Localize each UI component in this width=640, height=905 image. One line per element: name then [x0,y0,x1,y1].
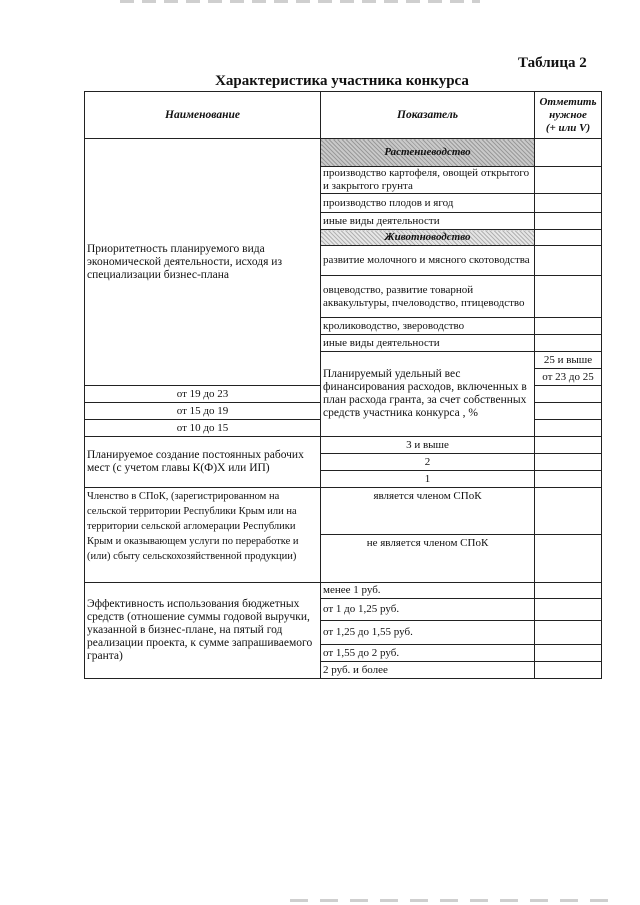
table-header-row [85,92,602,139]
table-row [85,488,602,535]
indicator-cell: является членом СПоК [321,488,535,535]
indicator-cell: развитие молочного и мясного скотоводства [321,246,535,276]
column-header-name: Наименование [85,92,321,139]
mark-cell[interactable] [535,645,602,662]
criterion-membership: Членство в СПоК, (зарегистрированном на сельской территории Республики Крым или на территории сельской агломерации Республики Крым и оказывающем услуги по переработке и (или) сбыту сельскохозяйственной продукции) [85,488,321,583]
mark-cell[interactable] [535,276,602,318]
column-header-indicator: Показатель [321,92,535,139]
indicator-cell: менее 1 руб. [321,583,535,599]
criterion-share: Планируемый удельный вес финансирования расходов, включенных в план расхода гранта, за счет собственных средств участника конкурса , % [321,352,535,437]
mark-cell[interactable] [535,454,602,471]
indicator-cell: не является членом СПоК [321,535,535,583]
mark-cell[interactable] [535,246,602,276]
table-label: Таблица 2 [518,55,587,71]
mark-cell[interactable] [535,230,602,246]
mark-cell[interactable] [535,535,602,583]
mark-cell[interactable] [535,437,602,454]
table-row [85,437,602,454]
indicator-cell: от 23 до 25 [535,369,602,386]
mark-cell[interactable] [535,194,602,213]
indicator-cell: 3 и выше [321,437,535,454]
mark-cell[interactable] [535,420,602,437]
indicator-cell: овцеводство, развитие товарной аквакультуры, пчеловодство, птицеводство [321,276,535,318]
mark-cell[interactable] [535,167,602,194]
mark-cell[interactable] [535,386,602,403]
mark-cell[interactable] [535,213,602,230]
mark-cell[interactable] [535,318,602,335]
scan-artifact-top [120,0,480,3]
indicator-cell: от 1 до 1,25 руб. [321,599,535,621]
indicator-cell: 2 [321,454,535,471]
indicator-cell: 25 и выше [535,352,602,369]
indicator-cell: от 15 до 19 [85,403,321,420]
criterion-priority: Приоритетность планируемого вида экономической деятельности, исходя из специализации бизнес-плана [85,139,321,386]
table-row [85,139,602,167]
indicator-cell: производство плодов и ягод [321,194,535,213]
mark-cell[interactable] [535,583,602,599]
column-header-mark [535,92,602,139]
mark-cell[interactable] [535,471,602,488]
indicator-cell: от 10 до 15 [85,420,321,437]
indicator-cell: иные виды деятельности [321,335,535,352]
criterion-jobs: Планируемое создание постоянных рабочих мест (с учетом главы К(Ф)Х или ИП) [85,437,321,488]
criterion-efficiency: Эффективность использования бюджетных средств (отношение суммы годовой выручки, указанной в бизнес-плане, на пятый год реализации проекта, к сумме запрашиваемого гранта) [85,583,321,679]
mark-cell[interactable] [535,403,602,420]
mark-cell[interactable] [535,488,602,535]
section-crops: Растениеводство [321,139,535,167]
column-header-mark-line3: (+ или V) [545,121,591,134]
participant-characteristics-table [84,91,602,679]
indicator-cell: 2 руб. и более [321,662,535,679]
column-header-mark-line2: нужное [549,108,587,121]
indicator-cell: производство картофеля, овощей открытого и закрытого грунта [321,167,535,194]
mark-cell[interactable] [535,599,602,621]
mark-cell[interactable] [535,139,602,167]
indicator-cell: от 1,25 до 1,55 руб. [321,621,535,645]
table-row [85,583,602,599]
section-livestock: Животноводство [321,230,535,246]
scan-artifact-bottom [290,899,620,902]
column-header-mark-line1: Отметить [539,95,597,108]
table-title: Характеристика участника конкурса [215,73,469,89]
mark-cell[interactable] [535,621,602,645]
mark-cell[interactable] [535,335,602,352]
indicator-cell: от 19 до 23 [85,386,321,403]
indicator-cell: иные виды деятельности [321,213,535,230]
indicator-cell: кролиководство, звероводство [321,318,535,335]
mark-cell[interactable] [535,662,602,679]
indicator-cell: 1 [321,471,535,488]
indicator-cell: от 1,55 до 2 руб. [321,645,535,662]
